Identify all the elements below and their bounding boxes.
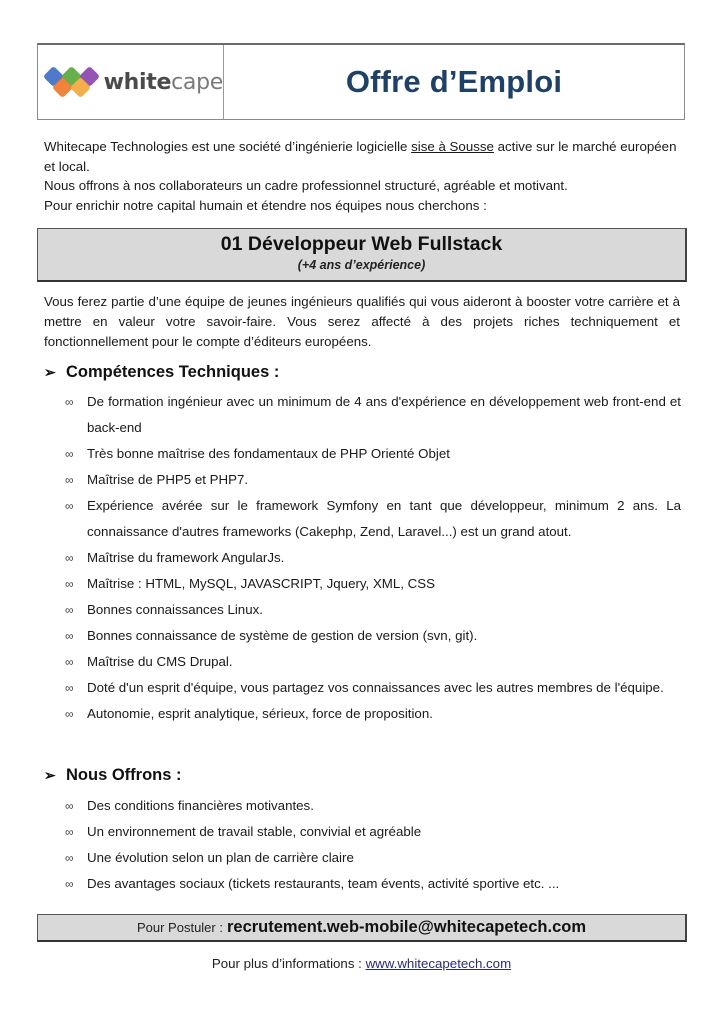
list-item: ∞ Autonomie, esprit analytique, sérieux, force de proposition. [65, 701, 681, 727]
document-title: Offre d’Emploi [345, 64, 563, 99]
list-item: ∞ Maîtrise du CMS Drupal. [65, 649, 681, 675]
offers-heading: ➢ Nous Offrons : [44, 766, 182, 784]
location-text: sise à Sousse [411, 139, 494, 154]
infinity-bullet-icon: ∞ [65, 447, 74, 461]
intro-line-2: Nous offrons à nos collaborateurs un cadre professionnel structuré, agréable et motivant. [44, 178, 568, 193]
company-intro [44, 137, 684, 215]
infinity-bullet-icon: ∞ [65, 473, 74, 487]
document-header [37, 43, 685, 120]
list-item: ∞ Maîtrise du framework AngularJs. [65, 545, 681, 571]
infinity-bullet-icon: ∞ [65, 851, 74, 865]
more-info [0, 956, 723, 971]
infinity-bullet-icon: ∞ [65, 799, 74, 813]
infinity-bullet-icon: ∞ [65, 877, 74, 891]
list-item: ∞ Des avantages sociaux (tickets restaurants, team évents, activité sportive etc. ... [65, 871, 681, 897]
infinity-bullet-icon: ∞ [65, 551, 74, 565]
infinity-bullet-icon: ∞ [65, 499, 74, 513]
list-item: ∞ Une évolution selon un plan de carrière claire [65, 845, 681, 871]
apply-box [37, 914, 687, 942]
list-item: ∞ Bonnes connaissances Linux. [65, 597, 681, 623]
infinity-bullet-icon: ∞ [65, 577, 74, 591]
logo-text: whitecape [103, 69, 223, 95]
list-item: ∞ Expérience avérée sur le framework Symfony en tant que développeur, minimum 2 ans. La connaissance d'autres frameworks (Cakephp, Zend, Laravel...) est un grand atout. [65, 493, 681, 545]
more-info-label: Pour plus d’informations : [211, 956, 366, 971]
list-item: ∞ Doté d'un esprit d'équipe, vous partagez vos connaissances avec les autres membres de l'équipe. [65, 675, 681, 701]
whitecape-logo-icon [44, 64, 100, 100]
infinity-bullet-icon: ∞ [65, 681, 74, 695]
list-item: ∞ Très bonne maîtrise des fondamentaux de PHP Orienté Objet [65, 441, 681, 467]
offers-list [65, 793, 681, 897]
website-link[interactable]: www.whitecapetech.com [365, 956, 512, 971]
skills-heading: ➢ Compétences Techniques : [44, 363, 280, 381]
infinity-bullet-icon: ∞ [65, 825, 74, 839]
infinity-bullet-icon: ∞ [65, 629, 74, 643]
infinity-bullet-icon: ∞ [65, 707, 74, 721]
list-item: ∞ Des conditions financières motivantes. [65, 793, 681, 819]
job-title-box [37, 228, 687, 282]
infinity-bullet-icon: ∞ [65, 655, 74, 669]
skills-list [65, 389, 681, 727]
list-item: ∞ Bonnes connaissance de système de gestion de version (svn, git). [65, 623, 681, 649]
job-description: Vous ferez partie d’une équipe de jeunes ingénieurs qualifiés qui vous aideront à booster votre carrière et à mettre en valeur votre savoir-faire. Vous serez affecté à des projets riches techniquement et fonctionnellement pour le compte d’éditeurs européens. [44, 294, 680, 349]
apply-label: Pour Postuler : [136, 920, 223, 935]
arrow-bullet-icon: ➢ [44, 767, 56, 783]
apply-email[interactable]: recrutement.web-mobile@whitecapetech.com [226, 918, 586, 936]
intro-line-1: Whitecape Technologies est une société d’ingénierie logicielle sise à Sousse active sur le marché européen et local. [44, 139, 677, 174]
job-experience: (+4 ans d’expérience) [297, 258, 426, 272]
list-item: ∞ Maîtrise : HTML, MySQL, JAVASCRIPT, Jquery, XML, CSS [65, 571, 681, 597]
job-title: 01 Développeur Web Fullstack [220, 233, 503, 255]
infinity-bullet-icon: ∞ [65, 395, 74, 409]
arrow-bullet-icon: ➢ [44, 364, 56, 380]
infinity-bullet-icon: ∞ [65, 603, 74, 617]
list-item: ∞ Maîtrise de PHP5 et PHP7. [65, 467, 681, 493]
logo [38, 45, 224, 119]
list-item: ∞ Un environnement de travail stable, convivial et agréable [65, 819, 681, 845]
list-item: ∞ De formation ingénieur avec un minimum de 4 ans d'expérience en développement web front-end et back-end [65, 389, 681, 441]
intro-line-3: Pour enrichir notre capital humain et étendre nos équipes nous cherchons : [44, 197, 487, 213]
